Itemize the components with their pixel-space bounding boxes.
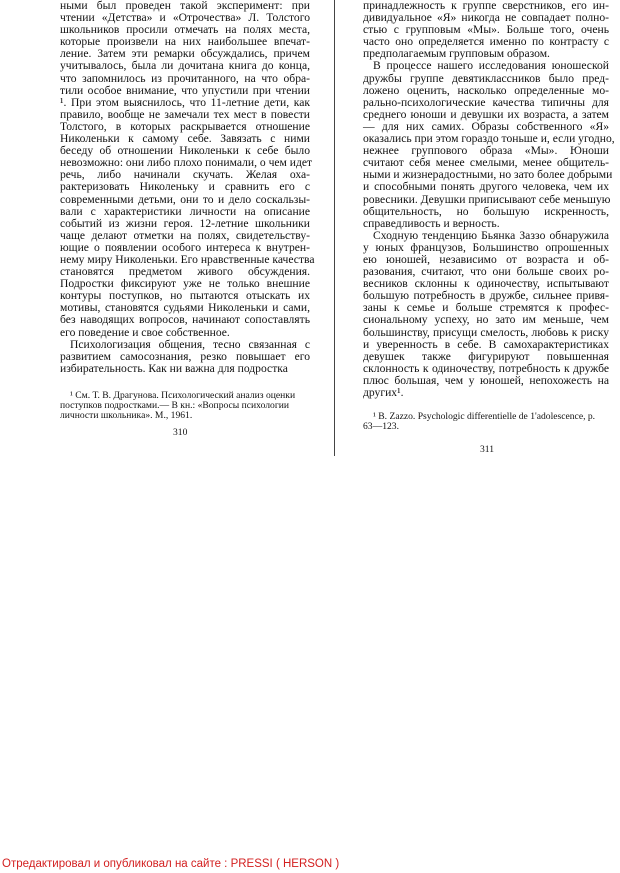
page-number-left: 310 [173, 427, 188, 438]
text-line: школьников просили отмечать на полях места, [60, 23, 310, 37]
text-line: его поведение и свое собственное. [60, 325, 230, 339]
text-line: сиональному успеху, но зато им меньше, чем [363, 313, 609, 327]
text-line: современными детьми, они то и дело соскальзы- [60, 192, 310, 206]
text-line: дружбы группе девятиклассников было пред- [363, 71, 609, 85]
text-line: чтении «Детства» и «Отрочества» Л. Толстого [60, 11, 310, 25]
text-line: общительность, но большую искренность, [363, 204, 609, 218]
text-line: ными и жизнерадостными, но зато более добрыми [363, 168, 613, 182]
text-line: у юных французов, Большинство опрошенных [363, 240, 609, 254]
text-line: ющие о появлении особого интереса к внутрен- [60, 240, 310, 254]
text-line: ление. Затем эти ремарки обсуждались, причем [60, 47, 310, 61]
text-line: ею юношей, независимо от возраста и об- [363, 252, 609, 266]
text-line: — для них самих. Образы собственного «Я» [363, 119, 609, 133]
text-line: большую потребность в дружбе, сильнее привя- [363, 289, 609, 303]
text-line: весников склонны к одиночеству, испытывают [363, 277, 609, 291]
text-line: ложено оценить, насколько определенные мо- [363, 83, 609, 97]
watermark-text: Отредактировал и опубликовал на сайте : PRESSI ( HERSON ) [2, 858, 340, 870]
footnote-line: личности школьника». М., 1961. [60, 410, 193, 422]
text-line: нему миру Николеньки. Его нравственные качества [60, 252, 315, 266]
left-page-column [60, 0, 315, 375]
text-line: и способными понять другого человека, чем их [363, 180, 609, 194]
text-line: ¹. При этом выяснилось, что 11-летние дети, как [60, 95, 310, 109]
text-line: рактеризовать Николеньку и сравнить его с [60, 180, 310, 194]
text-line: ровесники. Девушки приписывают себе меньшую [363, 192, 611, 206]
text-line: учитывалось, была ли дочитана книга до конца, [60, 59, 310, 73]
text-line: избирательность. Как ни важна для подростка [60, 361, 288, 375]
text-line: ными был проведен такой эксперимент: при [60, 0, 310, 12]
text-line: контуры поступков, но пытаются отыскать их [60, 289, 310, 303]
right-page-column [363, 0, 615, 399]
text-line: оказались при этом гораздо тоньше и, если угодно, [363, 132, 615, 146]
text-line: часто оно определяется именно по контрасту с [363, 35, 609, 49]
footnote-line: ¹ См. Т. В. Драгунова. Психологический анализ оценки [70, 390, 296, 401]
text-line: стью с групповым «Мы». Больше того, очень [363, 23, 609, 37]
footnote-line: поступков подростками.— В кн.: «Вопросы психологии [60, 400, 290, 412]
footnote-line: 63—123. [363, 421, 399, 433]
text-line: девушек также фигурируют повышенная [363, 349, 609, 363]
text-line: становятся предметом живого обсуждения. [60, 265, 310, 279]
text-line: заны к семье и больше стремятся к профес- [363, 301, 609, 315]
text-line: Николеньки к самому себе. Завязать с ними [60, 132, 310, 146]
text-line: считают себя менее смелыми, менее общитель- [363, 156, 609, 170]
text-line: нежнее группового образа «Мы». Юноши [363, 144, 609, 158]
text-line: беседу об отношении Николеньки к себе было [60, 144, 310, 158]
text-line: что запомнилось из прочитанного, на что обра- [60, 71, 310, 85]
text-line: большинству, присущи смелость, любовь к риску [363, 325, 609, 339]
left-footnote [60, 391, 310, 422]
text-line: среднего юноши и девушки их возраста, а затем [363, 107, 609, 121]
text-line: разования, считают, что они больше своих ро- [363, 265, 609, 279]
text-line: и уверенность в себе. В самохарактеристиках [363, 337, 609, 351]
text-line: событий из жизни героя. 12-летние школьники [60, 216, 310, 230]
right-footnote [363, 412, 609, 432]
text-line: Толстого, в которых раскрывается отношение [60, 119, 310, 133]
text-line: развитием самосознания, резко повышает его [60, 349, 310, 363]
text-line: дивидуальное «Я» никогда не совпадает полно- [363, 11, 609, 25]
text-line: чаще делают отметки на полях, свидетельству- [60, 228, 310, 242]
text-line: правило, вообще не замечали тех мест в повести [60, 107, 310, 121]
text-line: В процессе нашего исследования юношеской [373, 59, 609, 73]
text-line: других¹. [363, 386, 404, 399]
text-line: рально-психологические качества типичны для [363, 95, 609, 109]
text-line: Психологизация общения, тесно связанная с [70, 337, 310, 351]
text-line: без наводящих вопросов, начинают сопоставлять [60, 313, 310, 327]
text-line: мотивы, становятся судьями Николеньки и сами, [60, 301, 310, 315]
text-line: справедливость и верность. [363, 216, 500, 230]
page-number-right: 311 [480, 444, 495, 455]
page-divider [334, 0, 335, 456]
text-line: которые произвели на них наибольшее впечат- [60, 35, 310, 49]
text-line: Сходную тенденцию Бьянка Заззо обнаружила [373, 228, 609, 242]
text-line: принадлежность к группе сверстников, его ин- [363, 0, 609, 12]
text-line: предполагаемым групповым образом. [363, 47, 550, 61]
text-line: вали с характеристики личности на описание [60, 204, 310, 218]
text-line: Подростки фиксируют уже не только внешние [60, 277, 310, 291]
text-line: тили особое внимание, что упустили при чтении [60, 83, 310, 97]
text-line: речь, либо начинали скучать. Желая оха- [60, 168, 310, 182]
footnote-line: ¹ B. Zazzo. Psychologic differentielle de 1'adolescence, p. [373, 411, 596, 422]
text-line: невозможно: они либо плохо понимали, о чем идет [60, 156, 313, 170]
text-line: плюс большая, чем у юношей, непохожесть на [363, 373, 609, 387]
text-line: склонность к одиночеству, потребность к дружбе [363, 361, 609, 375]
